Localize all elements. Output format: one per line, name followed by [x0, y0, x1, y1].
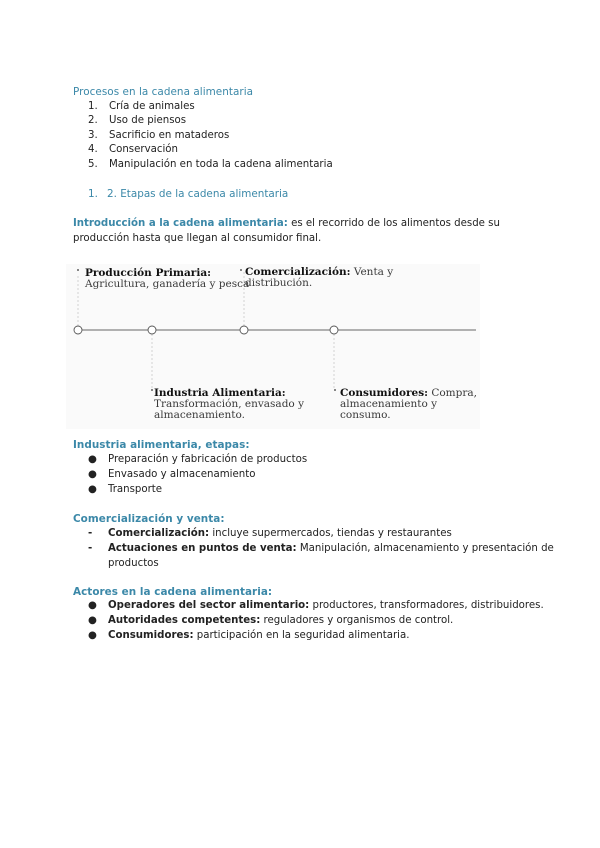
list-item: 1. Cría de animales [88, 101, 195, 112]
label-comercializacion: Comercialización: Venta y [245, 266, 394, 278]
etapas-heading: 1. 2. Etapas de la cadena alimentaria [88, 188, 289, 200]
industria-list [73, 452, 307, 497]
comercializacion-list [73, 526, 554, 571]
label-industria-title: Industria Alimentaria: [154, 387, 286, 399]
node-industria [148, 326, 156, 334]
list-item: ● Transporte [88, 484, 163, 495]
list-item: ● Operadores del sector alimentario: productores, transformadores, distribuidores. [88, 600, 544, 611]
list-item: ● Autoridades competentes: reguladores y organismos de control. [88, 615, 454, 626]
actores-heading: Actores en la cadena alimentaria: [73, 586, 273, 598]
node-comercializacion [240, 326, 248, 334]
list-item: - Actuaciones en puntos de venta: Manipulación, almacenamiento y presentación de [88, 543, 554, 554]
label-comercializacion-desc: distribución. [245, 277, 313, 289]
dot-industria [151, 389, 153, 391]
intro-text: es el recorrido de los alimentos desde su producción hasta que llegan al consumidor final. [73, 218, 500, 244]
list-item: - Comercialización: incluye supermercados, tiendas y restaurantes [88, 528, 452, 539]
node-produccion [74, 326, 82, 334]
dot-produccion [77, 269, 79, 271]
label-produccion-title: Producción Primaria: [85, 267, 212, 279]
intro-paragraph [73, 217, 533, 246]
label-consumidores-desc2: almacenamiento y [340, 398, 438, 410]
list-item: ● Consumidores: participación en la seguridad alimentaria. [88, 630, 410, 641]
list-item: ● Preparación y fabricación de productos [88, 454, 308, 465]
label-industria-desc2: almacenamiento. [154, 409, 245, 421]
list-item: 4. Conservación [88, 144, 178, 156]
intro-label: Introducción a la cadena alimentaria: [73, 218, 288, 229]
list-item-continuation: productos [108, 558, 159, 569]
dot-consumidores [334, 389, 336, 391]
label-produccion-desc: Agricultura, ganadería y pesca [85, 278, 250, 290]
procesos-heading: Procesos en la cadena alimentaria [73, 86, 254, 98]
list-item: 2. Uso de piensos [88, 115, 187, 127]
label-industria-desc1: Transformación, envasado y [154, 398, 305, 410]
comercializacion-heading: Comercialización y venta: [73, 513, 225, 525]
industria-heading: Industria alimentaria, etapas: [73, 439, 250, 451]
list-item: 3. Sacrificio en mataderos [88, 129, 230, 141]
actores-list [73, 598, 544, 643]
timeline-diagram [66, 264, 486, 430]
procesos-list [88, 100, 333, 172]
node-consumidores [330, 326, 338, 334]
dot-comercializacion [240, 269, 242, 271]
list-item: 5. Manipulación en toda la cadena alimentaria [88, 158, 333, 170]
label-consumidores: Consumidores: Compra, [340, 387, 477, 399]
list-item: ● Envasado y almacenamiento [88, 469, 256, 480]
label-consumidores-desc3: consumo. [340, 409, 391, 421]
